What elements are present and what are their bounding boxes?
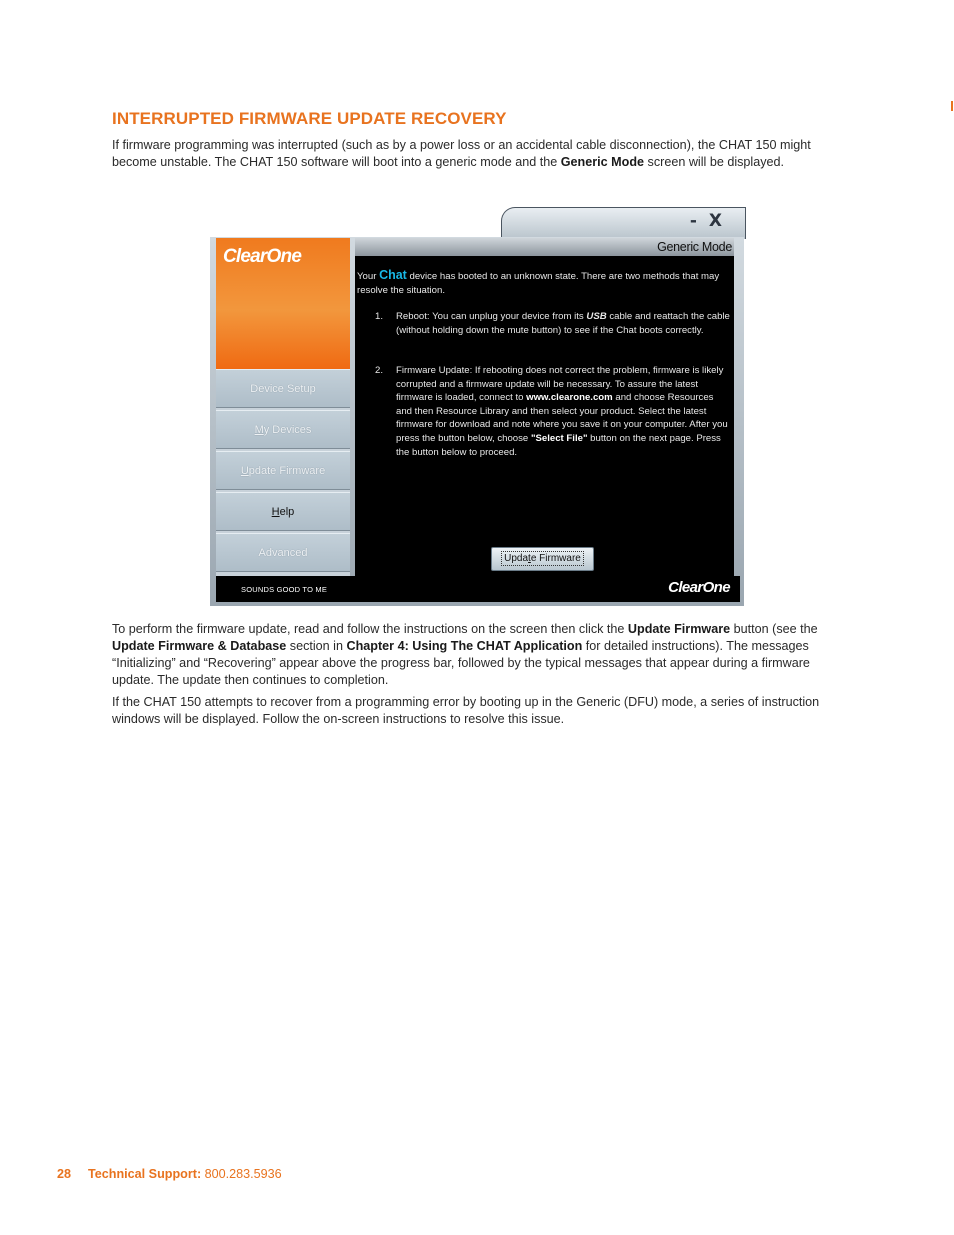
page-number: 28 bbox=[57, 1167, 72, 1181]
generic-mode-screenshot bbox=[210, 207, 744, 606]
button-accesskey: t bbox=[528, 553, 531, 564]
chat-wordmark: Chat bbox=[379, 268, 407, 282]
intro-lead: Your bbox=[357, 271, 380, 282]
nav-update-firmware-label: pdate Firmware bbox=[248, 465, 326, 477]
intro-rest: device has booted to an unknown state. There are two methods that may resolve the situation. bbox=[357, 271, 720, 296]
p2-bold-chapter-ref: Chapter 4: Using The CHAT Application bbox=[346, 639, 583, 653]
window-controls[interactable]: - X bbox=[689, 211, 725, 231]
clearone-footer-logo: ClearOne bbox=[668, 579, 730, 596]
nav-help[interactable] bbox=[216, 492, 350, 531]
select-file-term: "Select File" bbox=[530, 432, 588, 444]
nav-help-label: elp bbox=[279, 506, 295, 518]
step2-text-b: and choose Resources and then Resource Library and then select your product. Select the latest firmware for download and note where you save it on your computer. After you press the button below, choose bbox=[396, 392, 728, 444]
margin-marker bbox=[951, 101, 953, 111]
usb-term: USB bbox=[586, 311, 607, 322]
step1-text-b: cable and reattach the cable (without holding down the mute button) to see if the Chat boots correctly. bbox=[396, 311, 730, 336]
p2-bold-update-firmware: Update Firmware bbox=[627, 622, 731, 636]
generic-mode-panel bbox=[355, 238, 734, 576]
screen-title: Generic Mode bbox=[657, 240, 732, 254]
p2-text-b: button (see the bbox=[730, 622, 818, 636]
panel-header bbox=[355, 238, 734, 256]
brand-panel bbox=[216, 238, 350, 369]
button-label-a: Upda bbox=[504, 553, 529, 564]
nav-device-setup[interactable] bbox=[216, 369, 350, 408]
window-title-tab bbox=[501, 207, 746, 239]
generic-mode-term: Generic Mode bbox=[560, 155, 645, 169]
nav-advanced-label: Advanced bbox=[258, 547, 308, 559]
nav-help-accesskey: H bbox=[271, 506, 280, 518]
support-phone: 800.283.5936 bbox=[204, 1167, 282, 1181]
clearone-logo: ClearOne bbox=[223, 246, 302, 267]
step-text bbox=[396, 310, 732, 337]
p2-text-c: section in bbox=[286, 639, 347, 653]
p2-text-a: To perform the firmware update, read and follow the instructions on the screen then click the bbox=[112, 622, 628, 636]
update-firmware-button-label bbox=[501, 551, 584, 566]
nav-advanced[interactable] bbox=[216, 533, 350, 572]
nav-device-setup-label: Device Setup bbox=[250, 383, 316, 395]
update-firmware-button[interactable] bbox=[491, 547, 594, 571]
procedure-paragraph bbox=[112, 621, 847, 689]
nav-my-devices-label: y Devices bbox=[263, 424, 312, 436]
nav-update-firmware[interactable] bbox=[216, 451, 350, 490]
intro-text-end: screen will be displayed. bbox=[644, 155, 785, 169]
nav-update-firmware-accesskey: U bbox=[240, 465, 249, 477]
tagline: SOUNDS GOOD TO ME bbox=[241, 585, 328, 594]
dfu-paragraph: If the CHAT 150 attempts to recover from a programming error by booting up in the Generic (DFU) mode, a series of instruction windows will be displayed. Follow the on-screen instructions to resolve this issue. bbox=[112, 695, 820, 726]
step-number: 2. bbox=[375, 365, 384, 376]
p2-bold-section-ref: Update Firmware & Database bbox=[112, 639, 287, 653]
intro-text: If firmware programming was interrupted (such as by a power loss or an accidental cable disconnection), the CHAT 150 might become unstable. The CHAT 150 software will boot into a generic mode and the bbox=[112, 138, 811, 169]
step2-text-a: Firmware Update: If rebooting does not correct the problem, firmware is likely corrupted and a firmware update will be necessary. To assure the latest firmware is loaded, connect to bbox=[396, 365, 724, 404]
panel-intro bbox=[357, 268, 729, 298]
app-sidebar bbox=[216, 238, 350, 576]
button-label-b: e Firmware bbox=[530, 553, 581, 564]
step-text bbox=[396, 364, 732, 459]
support-label: Technical Support: bbox=[88, 1167, 202, 1181]
step-number: 1. bbox=[375, 311, 384, 322]
section-heading: INTERRUPTED FIRMWARE UPDATE RECOVERY bbox=[112, 109, 507, 128]
clearone-url: www.clearone.com bbox=[526, 392, 613, 404]
step2-text-c: button on the next page. Press the button below to proceed. bbox=[396, 432, 721, 458]
nav-my-devices[interactable] bbox=[216, 410, 350, 449]
nav-my-devices-accesskey: M bbox=[254, 424, 264, 436]
window-footer bbox=[216, 576, 740, 602]
intro-paragraph bbox=[112, 137, 847, 171]
page-footer bbox=[57, 1167, 282, 1181]
p2-text-d: for detailed instructions). The messages “Initializing” and “Recovering” appear above the progress bar, followed by the typical messages that appear during a firmware update. The update then continues to completion. bbox=[112, 639, 810, 687]
step1-text-a: Reboot: You can unplug your device from its bbox=[396, 311, 587, 322]
